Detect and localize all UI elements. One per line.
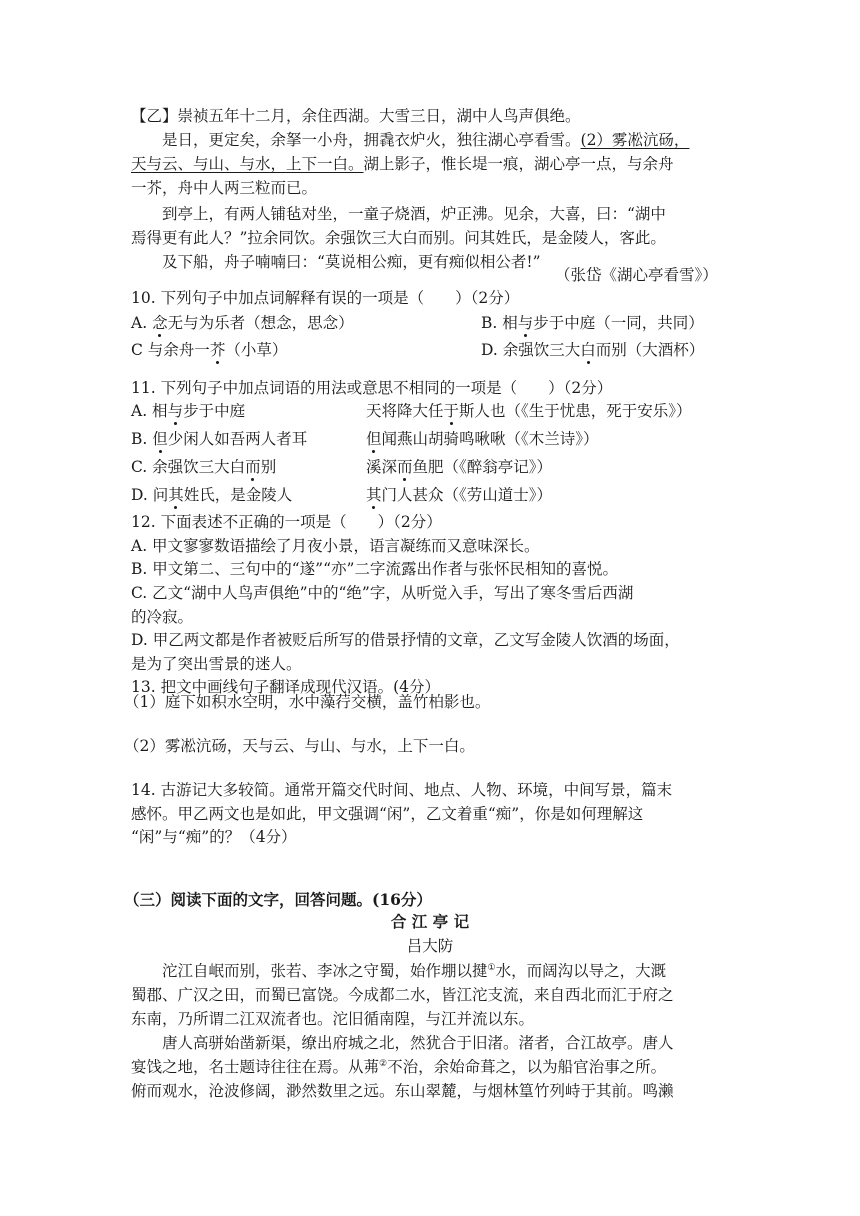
q11-option-d: D. 问其姓氏，是金陵人 — [131, 486, 293, 504]
q11-option-c-compare: 溪深而鱼肥（《醉翁亭记》） — [366, 458, 553, 476]
dotted-word: 与 — [517, 314, 534, 332]
q12-option-d-line2: 是为了突出雪景的迷人。 — [131, 655, 302, 673]
dotted-word: 其 — [366, 486, 382, 504]
q12-option-b: B. 甲文第二、三句中的“遂”“亦”二字流露出作者与张怀民相知的喜悦。 — [131, 560, 618, 578]
section-3-heading: （三）阅读下面的文字，回答问题。(16分） — [124, 890, 432, 909]
dotted-word: 念 — [152, 314, 168, 332]
dotted-word: 而 — [245, 458, 261, 476]
q11-option-a: A. 相与步于中庭 — [131, 402, 246, 420]
q10-option-b: B. 相与步于中庭（一同，共同） — [481, 314, 704, 332]
q13-sentence-2: （2）雾凇沆砀，天与云、与山、与水，上下一白。 — [124, 737, 475, 755]
article-p2-line3: 俯而观水，沧波修阔，渺然数里之远。东山翠麓，与烟林篁竹列峙于其前。鸣濑 — [131, 1082, 674, 1100]
dotted-word: 于 — [443, 402, 460, 420]
q12-option-a: A. 甲文寥寥数语描绘了月夜小景，语言凝练而又意味深长。 — [131, 537, 540, 555]
dotted-word: 而 — [397, 458, 413, 476]
q11-option-a-compare: 天将降大任于斯人也（《生于忧患，死于安乐》） — [366, 402, 692, 420]
dotted-word: 与 — [167, 402, 184, 420]
article-p1-line2: 蜀郡、广汉之田，而蜀已富饶。今成都二水，皆江沱支流，来自西北而汇于府之 — [131, 986, 674, 1004]
dotted-word: 但 — [366, 430, 382, 448]
passage-yi-p4: 及下船，舟子喃喃曰：“莫说相公痴，更有痴似相公者!” — [162, 253, 541, 271]
q12-option-d-line1: D. 甲乙两文都是作者被贬后所写的借景抒情的文章，乙文写金陵人饮酒的场面， — [131, 631, 680, 649]
footnote-marker-1: ① — [487, 962, 496, 973]
q12-option-c-line1: C. 乙文“湖中人鸟声俱绝”中的“绝”字，从听觉入手，写出了寒冬雪后西湖 — [131, 584, 634, 602]
dotted-word: 芥 — [209, 341, 226, 359]
q11-option-c: C. 余强饮三大白而别 — [131, 458, 277, 476]
q12-option-c-line2: 的冷寂。 — [131, 608, 194, 626]
underlined-sentence-2-cont: 天与云、与山、与水，上下一白。 — [131, 155, 364, 173]
q14-line3: “闲”与“痴”的？（4分） — [131, 828, 297, 846]
article-p1-line3: 东南，乃所谓二江双流者也。沱旧循南隍，与江并流以东。 — [131, 1010, 535, 1028]
q11-stem: 11. 下列句子中加点词语的用法或意思不相同的一项是（ ）（2分） — [131, 379, 613, 397]
passage-yi-p3-line1: 到亭上，有两人铺毡对坐，一童子烧酒，炉正沸。见余，大喜，曰：“湖中 — [162, 205, 666, 223]
dotted-word: 其 — [168, 486, 184, 504]
q11-option-b: B. 但少闲人如吾两人者耳 — [131, 430, 308, 448]
q11-option-d-compare: 其门人甚众（《劳山道士》） — [366, 486, 553, 504]
q10-option-c: C 与余舟一芥（小草） — [131, 341, 288, 359]
dotted-word: 但 — [152, 430, 168, 448]
article-title: 合 江 亭 记 — [390, 912, 470, 931]
article-p1-line1: 沱江自岷而别，张若、李冰之守蜀，始作堋以揵①水，而阔沟以导之，大溉 — [162, 962, 667, 980]
q10-option-d: D. 余强饮三大白而别（大酒杯） — [481, 341, 705, 359]
article-p2-line1: 唐人高骈始凿新渠，缭出府城之北，然犹合于旧渚。渚者，合江故亭。唐人 — [162, 1034, 674, 1052]
article-p2-line2: 宴饯之地，名士题诗往往在焉。从茀②不治，余始命葺之，以为船官治事之所。 — [131, 1058, 667, 1076]
passage-yi-p2-line3: 一芥，舟中人两三粒而已。 — [131, 179, 318, 197]
passage-yi-p2-line1: 是日，更定矣，余拏一小舟，拥毳衣炉火，独往湖心亭看雪。(2）雾凇沆砀， — [162, 131, 690, 149]
passage-yi-p3-line2: 焉得更有此人？”拉余同饮。余强饮三大白而别。问其姓氏，是金陵人，客此。 — [131, 229, 666, 247]
passage-yi-p1: 【乙】崇祯五年十二月，余住西湖。大雪三日，湖中人鸟声俱绝。 — [131, 107, 581, 125]
footnote-marker-2: ② — [379, 1058, 388, 1069]
q14-line1: 14. 古游记大多较简。通常开篇交代时间、地点、人物、环境，中间写景，篇末 — [131, 781, 673, 799]
passage-yi-p2-line2: 天与云、与山、与水，上下一白。湖上影子，惟长堤一痕，湖心亭一点，与余舟 — [131, 155, 674, 173]
q13-sentence-1: （1）庭下如积水空明，水中藻荇交横，盖竹柏影也。 — [124, 693, 491, 711]
q10-option-a: A. 念无与为乐者（想念，思念） — [131, 314, 354, 332]
q12-stem: 12. 下面表述不正确的一项是（ ）（2分） — [131, 513, 442, 531]
passage-yi-source: （张岱《湖心亭看雪》） — [555, 266, 718, 284]
q11-option-b-compare: 但闻燕山胡骑鸣啾啾（《木兰诗》） — [366, 430, 599, 448]
dotted-word: 白 — [580, 341, 596, 359]
q10-stem: 10. 下列句子中加点词解释有误的一项是（ ）（2分） — [131, 289, 520, 307]
q14-line2: 感怀。甲乙两文也是如此，甲文强调“闲”，乙文着重“痴”，你是如何理解这 — [131, 805, 644, 823]
underlined-sentence-2: (2）雾凇沆砀， — [580, 131, 690, 149]
q13-stem: 13. 把文中画线句子翻译成现代汉语。(4分） — [131, 678, 440, 696]
article-author: 吕大防 — [406, 937, 454, 955]
